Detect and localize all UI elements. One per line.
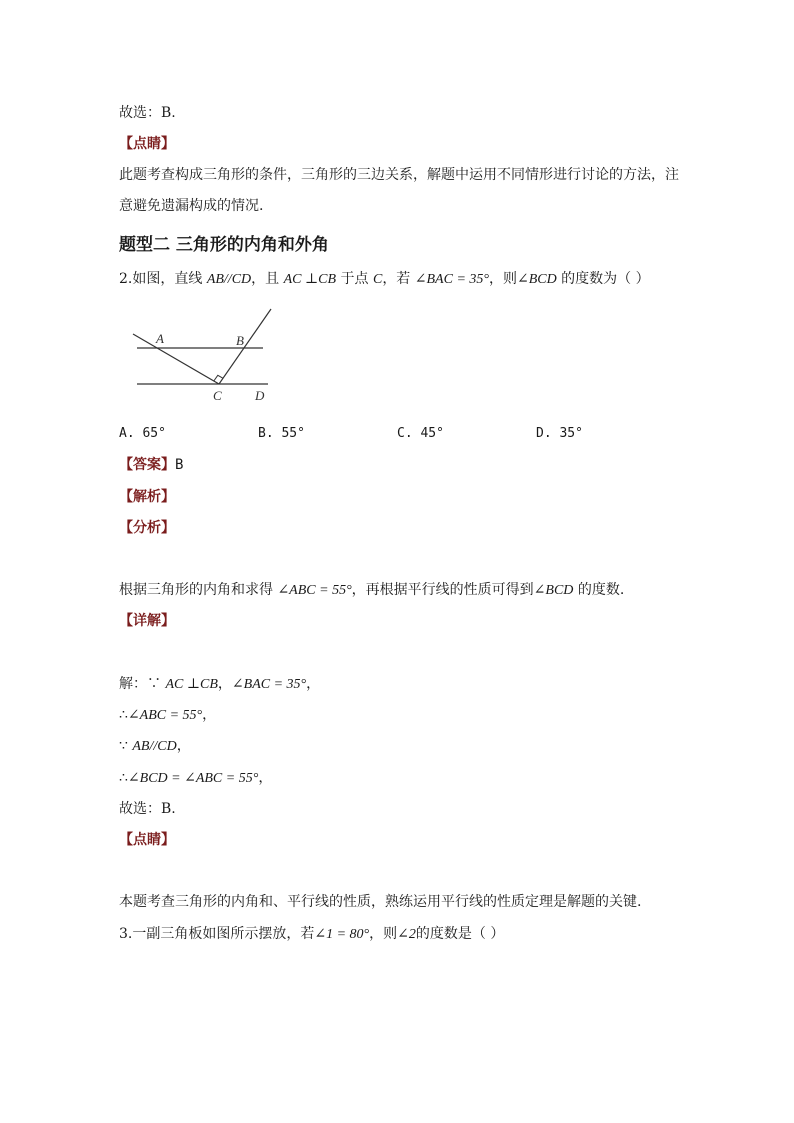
sol2-t: ∴ [119, 707, 128, 723]
option-d: D. 35° [536, 426, 583, 441]
solution-line-2 [119, 705, 216, 726]
comment-text-line-1: 此题考查构成三角形的条件，三角形的三边关系，解题中运用不同情形进行讨论的方法，注 [119, 167, 679, 183]
option-b: B. 55° [258, 426, 305, 441]
answer-value: B [175, 457, 184, 473]
comment-tag: 【点睛】 [119, 136, 175, 152]
segment-ac [133, 334, 219, 384]
q2-text-1: ，且 [251, 271, 284, 287]
analysis-tag: 【解析】 [119, 489, 175, 505]
label-b: B [236, 333, 244, 348]
answer-line: 故选：B. [119, 105, 176, 121]
fenxi-t1: 根据三角形的内角和求得 [119, 582, 278, 598]
label-c: C [213, 388, 222, 403]
q2-text-3: ，若 [382, 271, 415, 287]
sol1-t: 解：∵ [119, 676, 166, 692]
geometry-figure [128, 302, 278, 406]
q2-math-ac-perp-cb: AC ⊥CB [283, 272, 337, 287]
sol1-m2: ∠BAC = 35° [231, 677, 307, 692]
q2-prefix: 2.如图，直线 [119, 271, 207, 287]
sol2-t2: ， [202, 707, 217, 723]
q3-t2: 的度数是（ ） [415, 926, 505, 942]
solution-line-4 [119, 768, 272, 789]
q3-math-angle-2: ∠2 [397, 927, 416, 942]
q2-math-angle-bac: ∠BAC = 35° [414, 272, 489, 287]
segment-cb [219, 309, 271, 384]
q3-t1: ，则 [369, 926, 398, 942]
fenxi-t2: ，再根据平行线的性质可得到 [351, 582, 534, 598]
sol3-t: ∵ [119, 738, 133, 754]
fenxi-text [119, 580, 624, 601]
fenxi-math-2: ∠BCD [533, 583, 574, 598]
solution-line-3 [119, 736, 191, 757]
section-heading: 题型二 三角形的内角和外角 [119, 235, 329, 255]
sol2-m: ∠ABC = 55° [127, 708, 203, 723]
detail-tag: 【详解】 [119, 613, 175, 629]
q2-text-5: 的度数为（ ） [556, 271, 650, 287]
q3-math-angle-1: ∠1 = 80° [314, 927, 370, 942]
comment-text-2: 本题考查三角形的内角和、平行线的性质，熟练运用平行线的性质定理是解题的关键. [119, 894, 642, 910]
sol1-t3: ， [306, 676, 321, 692]
q2-math-angle-bcd: ∠BCD [516, 272, 557, 287]
sol4-t2: ， [258, 770, 273, 786]
question-2-stem [119, 269, 650, 290]
comment-tag-2: 【点睛】 [119, 832, 175, 848]
option-c: C. 45° [397, 426, 444, 441]
fenxi-tag: 【分析】 [119, 520, 175, 536]
sol4-m: ∠BCD = ∠ABC = 55° [127, 771, 259, 786]
sol1-t2: ， [217, 676, 232, 692]
q2-math-c: C [372, 272, 383, 287]
q2-text-4: ，则 [488, 271, 517, 287]
answer-tag: 【答案】 [119, 457, 175, 473]
label-a: A [156, 331, 164, 346]
label-d: D [255, 388, 265, 403]
answer-row [119, 455, 183, 475]
question-3-stem [119, 924, 504, 945]
fenxi-math-1: ∠ABC = 55° [277, 583, 352, 598]
comment-text-line-2: 意避免遗漏构成的情况. [119, 198, 264, 214]
solution-line-5: 故选：B. [119, 801, 176, 817]
sol3-t2: ， [176, 738, 191, 754]
q3-prefix: 3.一副三角板如图所示摆放，若 [119, 926, 315, 942]
sol1-m1: AC ⊥CB [165, 677, 218, 692]
sol4-t: ∴ [119, 770, 128, 786]
q2-text-2: 于点 [336, 271, 373, 287]
fenxi-t3: 的度数. [573, 582, 625, 598]
q2-math-ab-parallel-cd: AB//CD [206, 272, 252, 287]
solution-line-1 [119, 674, 320, 695]
sol3-m: AB//CD [132, 739, 177, 754]
option-a: A. 65° [119, 426, 166, 441]
